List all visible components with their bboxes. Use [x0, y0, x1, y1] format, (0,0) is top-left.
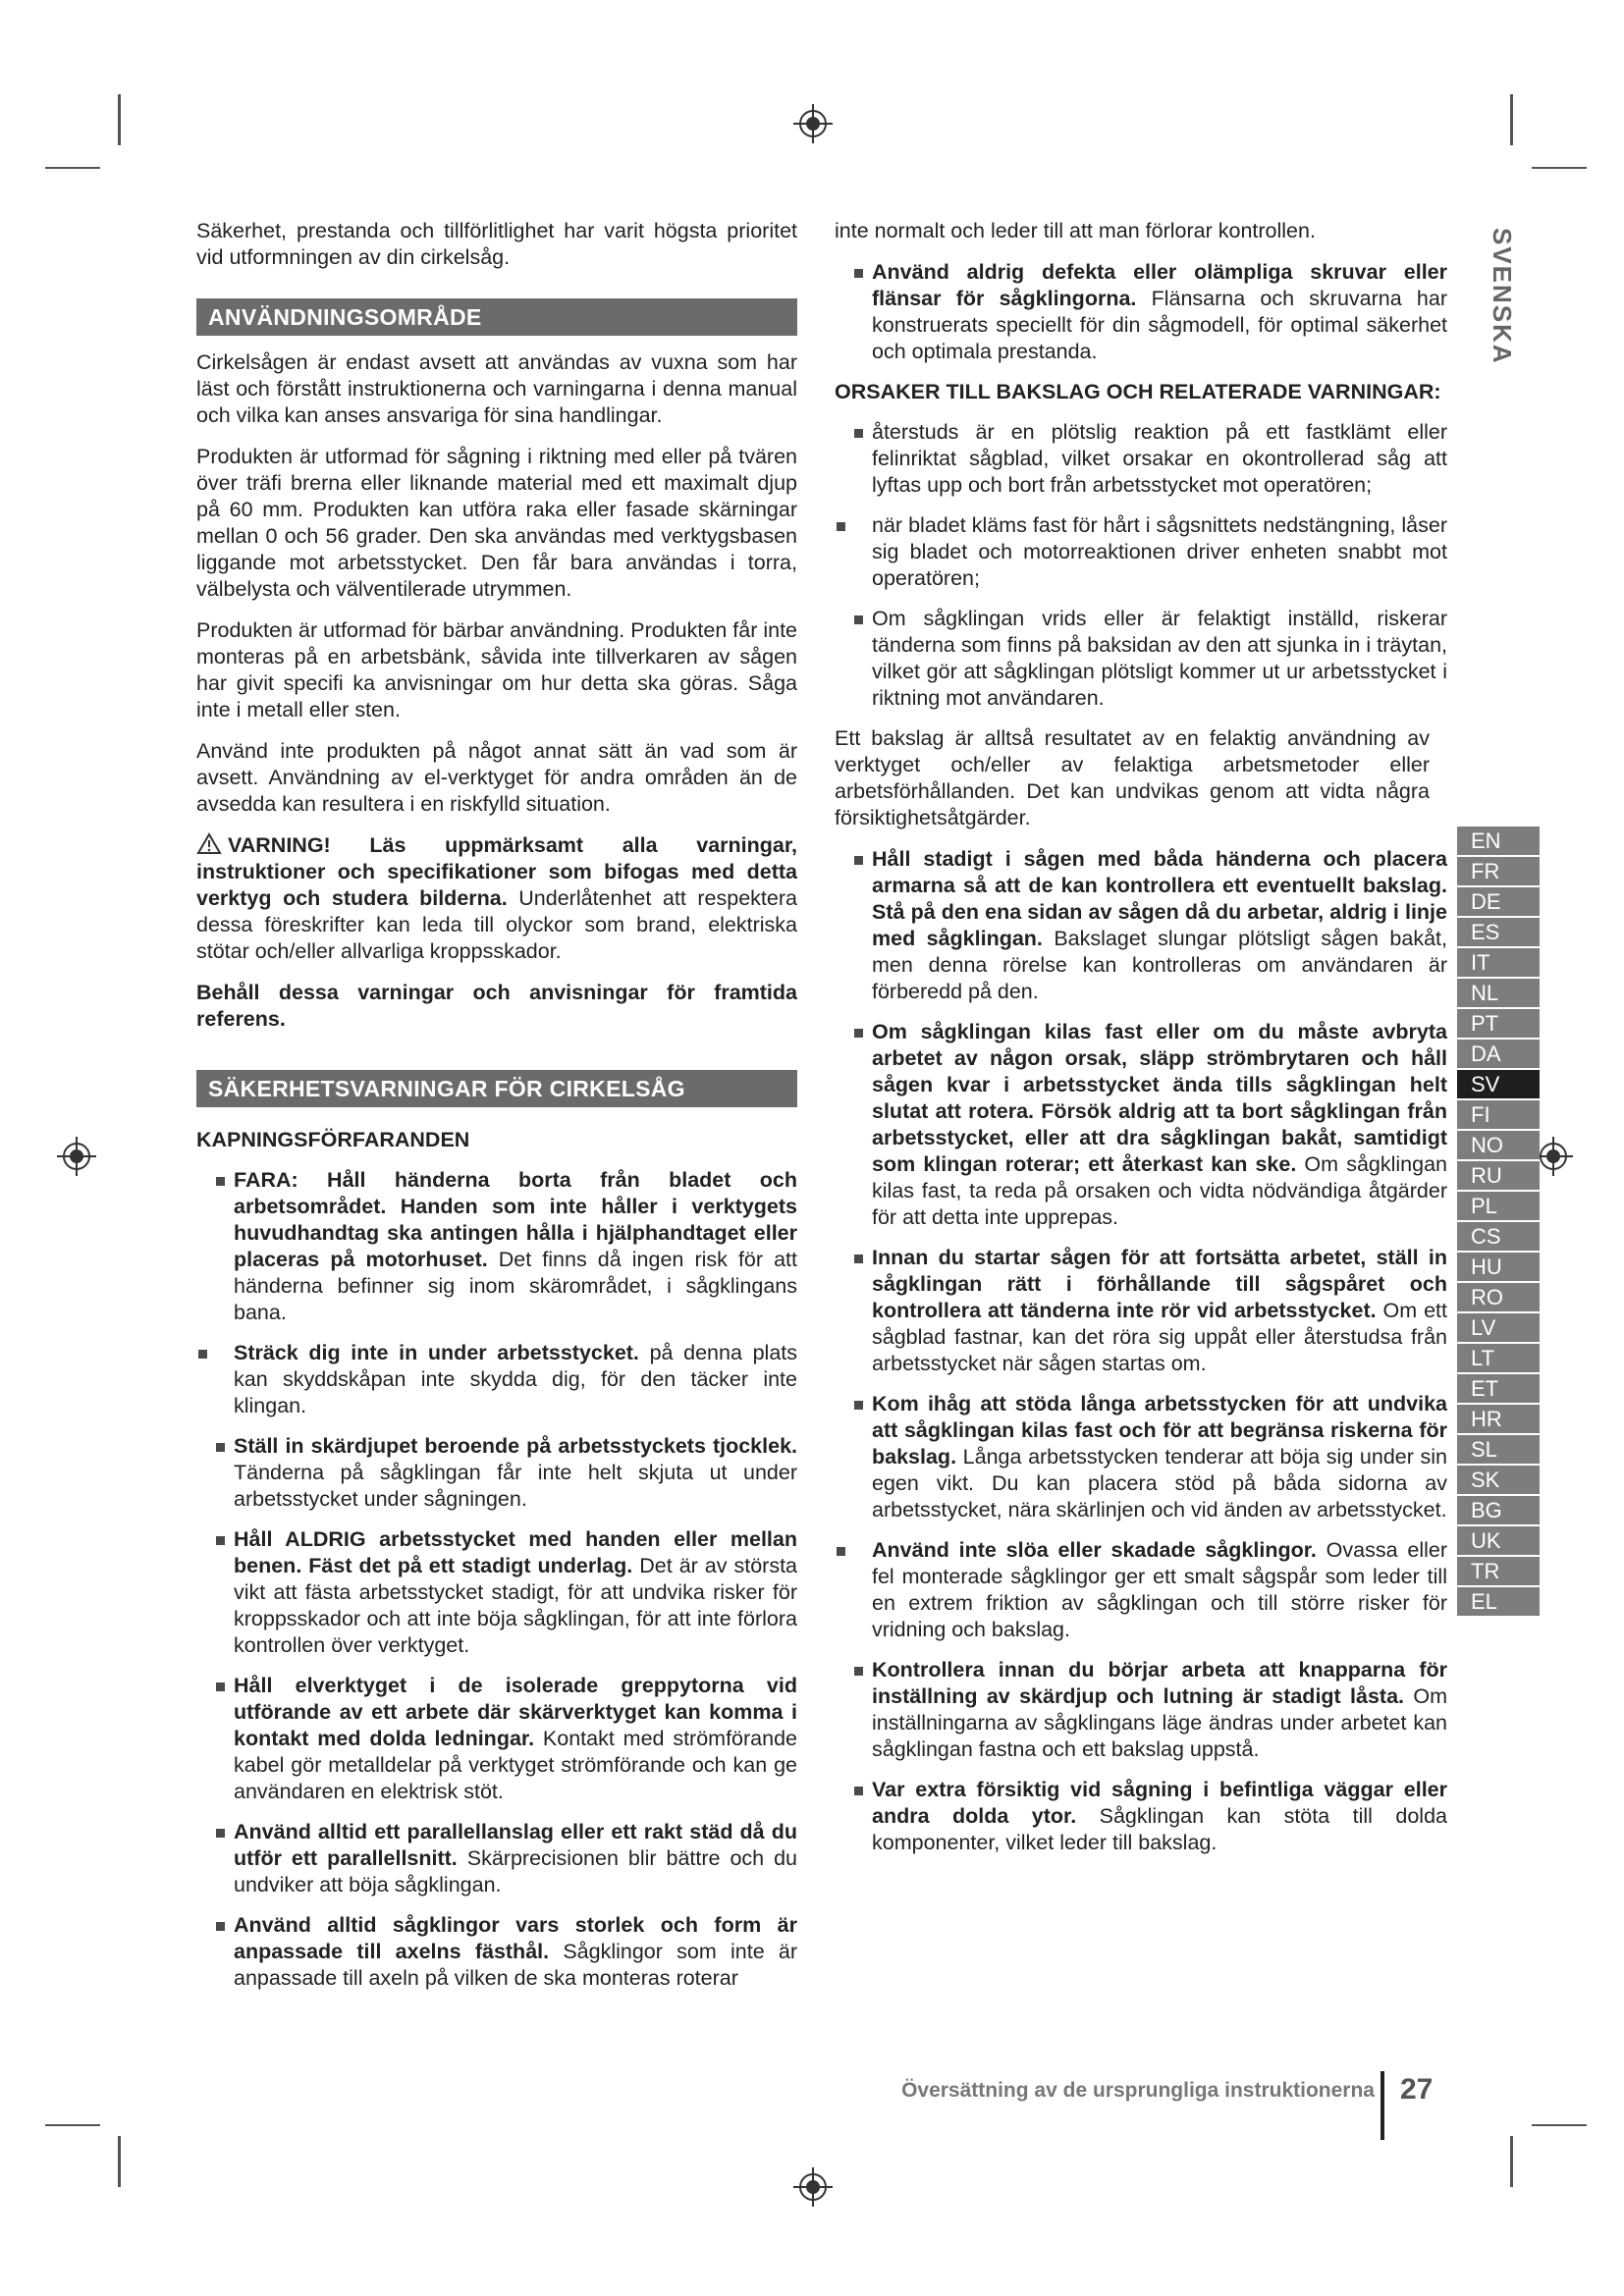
list-item: Innan du startar sågen för att fortsätta arbetet, ställ in sågklingan rätt i förhållande till sågspåret och kontrollera att tänderna inte rör vid arbetsstycket. Om ett sågblad fastnar, kan det röra sig uppåt eller återstudsa från arbetsstycket när sågen startas om. — [835, 1245, 1447, 1377]
registration-mark-icon — [55, 1135, 98, 1178]
crop-mark — [45, 167, 100, 169]
crop-mark — [1510, 94, 1513, 145]
warning-text: Underlåtenhet att respektera dessa föreskrifter kan leda till olyckor som brand, elektriska stötar och/eller allvarliga kroppsskador. — [196, 886, 797, 963]
crop-mark — [118, 94, 121, 145]
list-item: Använd aldrig defekta eller olämpliga skruvar eller flänsar för sågklingorna. Flänsarna och skruvarna har konstruerats speciellt för din sågmodell, för optimal säkerhet och optimala prestanda. — [835, 259, 1447, 365]
language-tabs — [1457, 827, 1540, 1618]
registration-mark-icon — [791, 2165, 835, 2209]
language-tab-es[interactable]: ES — [1457, 918, 1540, 946]
language-tab-pt[interactable]: PT — [1457, 1009, 1540, 1038]
keep-instructions: Behåll dessa varningar och anvisningar för framtida referens. — [196, 981, 797, 1031]
list-item: Kom ihåg att stöda långa arbetsstycken för att undvika att sågklingan kilas fast och för att begränsa riskerna för bakslag. Långa arbetsstycken tenderar att böja sig under sin egen vikt. Du kan placera stöd på båda sidorna av arbetsstycket, nära skärlinjen och vid änden av arbetsstycket. — [835, 1391, 1447, 1523]
language-tab-ru[interactable]: RU — [1457, 1161, 1540, 1190]
list-item: Var extra försiktig vid sågning i befintliga väggar eller andra dolda ytor. Sågklingan kan stöta till dolda komponenter, vilket leder till bakslag. — [835, 1777, 1447, 1856]
language-tab-bg[interactable]: BG — [1457, 1496, 1540, 1524]
list-item: Håll ALDRIG arbetsstycket med handen eller mellan benen. Fäst det på ett stadigt underlag. Det är av största vikt att fästa arbetsstycket stadigt, för att undvika risker för kroppsskador och att inte böja sågklingan, för att inte förlora kontrollen över verktyget. — [196, 1526, 797, 1659]
list-item: Ställ in skärdjupet beroende på arbetsstyckets tjocklek. Tänderna på sågklingan får inte helt skjuta ut under arbetsstycket under sågningen. — [196, 1433, 797, 1513]
list-item: Använd alltid ett parallellanslag eller ett rakt städ då du utför ett parallellsnitt. Skärprecisionen blir bättre och du undviker att böja sågklingan. — [196, 1819, 797, 1898]
language-tab-fi[interactable]: FI — [1457, 1100, 1540, 1129]
crop-mark — [1510, 2136, 1513, 2187]
language-tab-lt[interactable]: LT — [1457, 1344, 1540, 1372]
language-tab-cs[interactable]: CS — [1457, 1222, 1540, 1251]
cutting-procedures-heading: KAPNINGSFÖRFARANDEN — [196, 1128, 470, 1151]
kickback-heading: ORSAKER TILL BAKSLAG OCH RELATERADE VARNINGAR: — [835, 380, 1441, 403]
usage-heading: ANVÄNDNINGSOMRÅDE — [196, 298, 797, 336]
crop-mark — [1532, 2124, 1587, 2126]
registration-mark-icon — [791, 102, 835, 145]
list-item: Sträck dig inte in under arbetsstycket. på denna plats kan skyddskåpan inte skydda dig, för den täcker inte klingan. — [196, 1340, 797, 1419]
list-item: Håll stadigt i sågen med båda händerna och placera armarna så att de kan kontrollera ett eventuellt bakslag. Stå på den ena sidan av sågen då du arbetar, aldrig i linje med sågklingan. Bakslaget slungar plötsligt sågen bakåt, men denna rörelse kan kontrolleras om användaren är förberedd på den. — [835, 846, 1447, 1005]
intro-paragraph: Säkerhet, prestanda och tillförlitlighet har varit högsta prioritet vid utformningen av din cirkelsåg. — [196, 219, 797, 269]
usage-paragraph: Produkten är utformad för bärbar användning. Produkten får inte monteras på en arbetsbänk, såvida inte tillverkaren av sågen har givit specifi ka anvisningar om hur detta ska göras. Såga inte i metall eller sten. — [196, 618, 797, 721]
list-item: återstuds är en plötslig reaktion på ett fastklämt eller felinriktat sågblad, vilket orsakar en okontrollerad såg att lyftas upp och bort från arbetsstycket mot operatören; — [835, 419, 1447, 499]
crop-mark — [118, 2136, 121, 2187]
warning-bold: VARNING! Läs uppmärksamt alla varningar, instruktioner och specifikationer som bifogas med detta verktyg och studera bilderna. — [196, 833, 797, 910]
language-tab-sk[interactable]: SK — [1457, 1466, 1540, 1494]
language-tab-en[interactable]: EN — [1457, 827, 1540, 855]
list-item: Om sågklingan vrids eller är felaktigt inställd, riskerar tänderna som finns på baksidan av den att sjunka in i träytan, vilket gör att sågklingan plötsligt kommer ut ur arbetsstycket i riktning mot användaren. — [835, 606, 1447, 712]
language-tab-et[interactable]: ET — [1457, 1374, 1540, 1403]
list-item: Använd inte slöa eller skadade sågklingor. Ovassa eller fel monterade sågklingor ger ett smalt sågspår som leder till en extrem friktion av sågklingan och till större risker för vridning och bakslag. — [835, 1537, 1447, 1643]
language-tab-it[interactable]: IT — [1457, 948, 1540, 977]
footer-divider — [1380, 2071, 1384, 2140]
warning-paragraph — [196, 832, 797, 965]
language-tab-fr[interactable]: FR — [1457, 857, 1540, 885]
left-column — [196, 218, 797, 2005]
language-tab-ro[interactable]: RO — [1457, 1283, 1540, 1311]
language-tab-de[interactable]: DE — [1457, 887, 1540, 916]
right-column — [835, 218, 1447, 1870]
language-tab-hu[interactable]: HU — [1457, 1253, 1540, 1281]
footer-text: Översättning av de ursprungliga instruktionerna — [901, 2079, 1375, 2102]
list-item: Om sågklingan kilas fast eller om du måste avbryta arbetet av någon orsak, släpp strömbrytaren och håll sågen kvar i arbetsstycket ända tills sågklingan helt slutat att rotera. Försök aldrig att ta bort sågklingan från arbetsstycket, eller att dra sågklingan bakåt, samtidigt som klingan roterar; ett återkast kan ske. Om sågklingan kilas fast, ta reda på orsaken och vidta nödvändiga åtgärder för att detta inte upprepas. — [835, 1019, 1447, 1231]
warning-triangle-icon — [196, 832, 222, 855]
language-tab-sv[interactable]: SV — [1457, 1070, 1540, 1098]
list-item: Kontrollera innan du börjar arbeta att knapparna för inställning av skärdjup och lutning är stadigt låsta. Om inställningarna av sågklingans läge ändras under arbetet kan sågklingan fastna och ett bakslag uppstå. — [835, 1657, 1447, 1763]
language-tab-pl[interactable]: PL — [1457, 1192, 1540, 1220]
list-item: Använd alltid sågklingor vars storlek och form är anpassade till axelns fästhål. Sågklingor som inte är anpassade till axeln på vilken de ska monteras roterar — [196, 1912, 797, 1992]
list-item: Håll elverktyget i de isolerade greppytorna vid utförande av ett arbete där skärverktyget kan komma i kontakt med dolda ledningar. Kontakt med strömförande kabel gör metalldelar på verktyget strömförande och kan ge användaren en elektrisk stöt. — [196, 1673, 797, 1805]
language-tab-el[interactable]: EL — [1457, 1587, 1540, 1616]
continuation-text: inte normalt och leder till att man förlorar kontrollen. — [835, 219, 1316, 242]
kickback-paragraph: Ett bakslag är alltså resultatet av en felaktig användning av verktyget och/eller av felaktiga arbetsmetoder eller arbetsförhållanden. Det kan undvikas genom att vidta några försiktighetsåtgärder. — [835, 726, 1430, 829]
language-tab-uk[interactable]: UK — [1457, 1526, 1540, 1555]
list-item: FARA: Håll händerna borta från bladet och arbetsområdet. Handen som inte håller i verktygets huvudhandtag ska antingen hålla i hjälphandtaget eller placeras på motorhuset. Det finns då ingen risk för att händerna befinner sig inom skärområdet, i sågklingans bana. — [196, 1167, 797, 1326]
language-tab-sl[interactable]: SL — [1457, 1435, 1540, 1464]
crop-mark — [45, 2124, 100, 2126]
language-tab-da[interactable]: DA — [1457, 1040, 1540, 1068]
safety-heading: SÄKERHETSVARNINGAR FÖR CIRKELSÅG — [196, 1070, 797, 1107]
language-tab-tr[interactable]: TR — [1457, 1557, 1540, 1585]
usage-paragraph: Använd inte produkten på något annat sätt än vad som är avsett. Användning av el-verktyget för andra områden än de avsedda kan resultera i en riskfylld situation. — [196, 739, 797, 816]
language-tab-nl[interactable]: NL — [1457, 979, 1540, 1007]
usage-paragraph: Cirkelsågen är endast avsett att användas av vuxna som har läst och förstått instruktionerna och varningarna i denna manual och vilka kan anses ansvariga för sina handlingar. — [196, 350, 797, 427]
language-tab-lv[interactable]: LV — [1457, 1313, 1540, 1342]
usage-paragraph: Produkten är utformad för sågning i riktning med eller på tvären över träfi brerna eller liknande material med ett maximalt djup på 60 mm. Produkten kan utföra raka eller fasade skärningar mellan 0 och 56 grader. Den ska användas med verktygsbasen liggande mot arbetsstycket. Den får bara användas i torra, välbelysta och välventilerade utrymmen. — [196, 445, 797, 601]
language-tab-no[interactable]: NO — [1457, 1131, 1540, 1159]
crop-mark — [1532, 167, 1587, 169]
page-number: 27 — [1400, 2073, 1434, 2106]
language-side-label: SVENSKA — [1488, 228, 1517, 365]
language-tab-hr[interactable]: HR — [1457, 1405, 1540, 1433]
list-item: när bladet kläms fast för hårt i sågsnittets nedstängning, låser sig bladet och motorreaktionen driver enheten snabbt mot operatören; — [835, 512, 1447, 592]
